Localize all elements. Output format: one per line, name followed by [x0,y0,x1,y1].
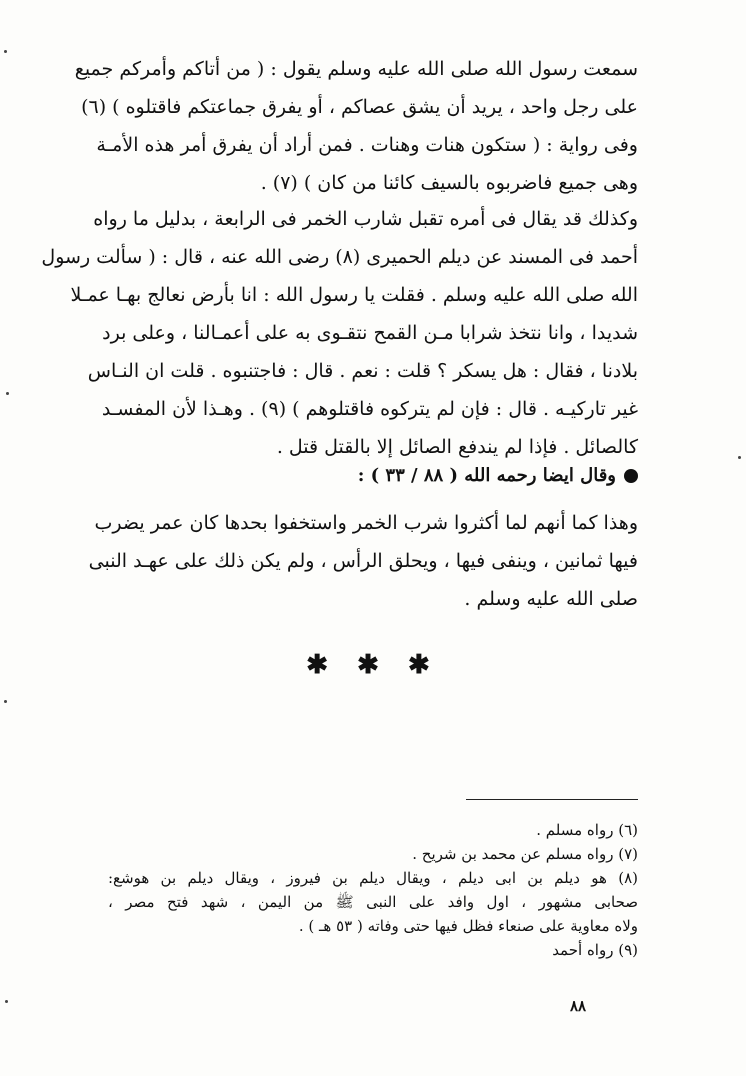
page-number: ٨٨ [570,997,587,1015]
text-line: وهى جميع فاضربوه بالسيف كائنا من كان ) (٧) . [260,172,638,194]
footnote-line: (٦) رواه مسلم . [536,821,638,839]
text-line: على رجل واحد ، يريد أن يشق عصاكم ، أو يفرق جماعتكم فاقتلوه ) (٦) [81,96,638,118]
scan-speck [4,700,7,703]
scan-speck [4,50,7,53]
footnotes [108,818,638,962]
paragraph-umar [88,504,638,618]
paragraph-hadith-unity [74,50,638,202]
scan-speck [6,392,9,395]
footnote-line: (٧) رواه مسلم عن محمد بن شريح . [412,845,638,863]
scan-speck [5,1000,8,1003]
section-heading [108,460,638,492]
text-line: وفى رواية : ( ستكون هنات وهنات . فمن أراد أن يفرق أمر هذه الأمـة [96,134,638,156]
paragraph-wine-drinker [41,200,638,466]
text-line: وكذلك قد يقال فى أمره تقبل شارب الخمر فى الرابعة ، بدليل ما رواه [93,208,638,230]
text-line: فيها ثمانين ، وينفى فيها ، ويحلق الرأس ، ولم يكن ذلك على عهـد النبى [88,550,638,572]
text-line: كالصائل . فإذا لم يندفع الصائل إلا بالقتل قتل . [276,436,638,458]
section-heading-text: وقال ايضا رحمه الله ( ٨٨ / ٣٣ ) : [357,465,616,486]
text-line: وهذا كما أنهم لما أكثروا شرب الخمر واستخفوا بحدها كان عمر يضرب [94,512,638,534]
text-line: أحمد فى المسند عن ديلم الحميرى (٨) رضى الله عنه ، قال : ( سألت رسول [41,246,638,268]
text-line: بلادنا ، فقال : هل يسكر ؟ قلت : نعم . قال : فاجتنبوه . قلت ان النـاس [87,360,638,382]
footnote-divider [466,799,638,800]
text-line: صلى الله عليه وسلم . [464,588,638,610]
section-separator: ✱ ✱ ✱ [306,650,440,680]
text-line: الله صلى الله عليه وسلم . فقلت يا رسول الله : انا بأرض نعالج بهـا عمـلا [70,284,638,306]
text-line: شديدا ، وانا نتخذ شرابا مـن القمح نتقـوى به على أعمـالنا ، وعلى برد [102,322,638,344]
bullet-icon [624,469,638,483]
scan-speck [738,456,741,459]
text-line: سمعت رسول الله صلى الله عليه وسلم يقول : ( من أتاكم وأمركم جميع [74,58,638,80]
text-line: غير تاركيـه . قال : فإن لم يتركوه فاقتلوهم ) (٩) . وهـذا لأن المفسـد [101,398,638,420]
footnote-line: ولاه معاوية على صنعاء فظل فيها حتى وفاته ( ٥٣ هـ ) . [298,917,638,935]
footnote-line: صحابى مشهور ، اول وافد على النبى ﷺ من اليمن ، شهد فتح مصر ، [108,893,638,911]
footnote-line: (٩) رواه أحمد [552,941,638,959]
footnote-line: (٨) هو ديلم بن ابى ديلم ، ويقال ديلم بن فيروز ، ويقال ديلم بن هوشع: [108,869,638,887]
